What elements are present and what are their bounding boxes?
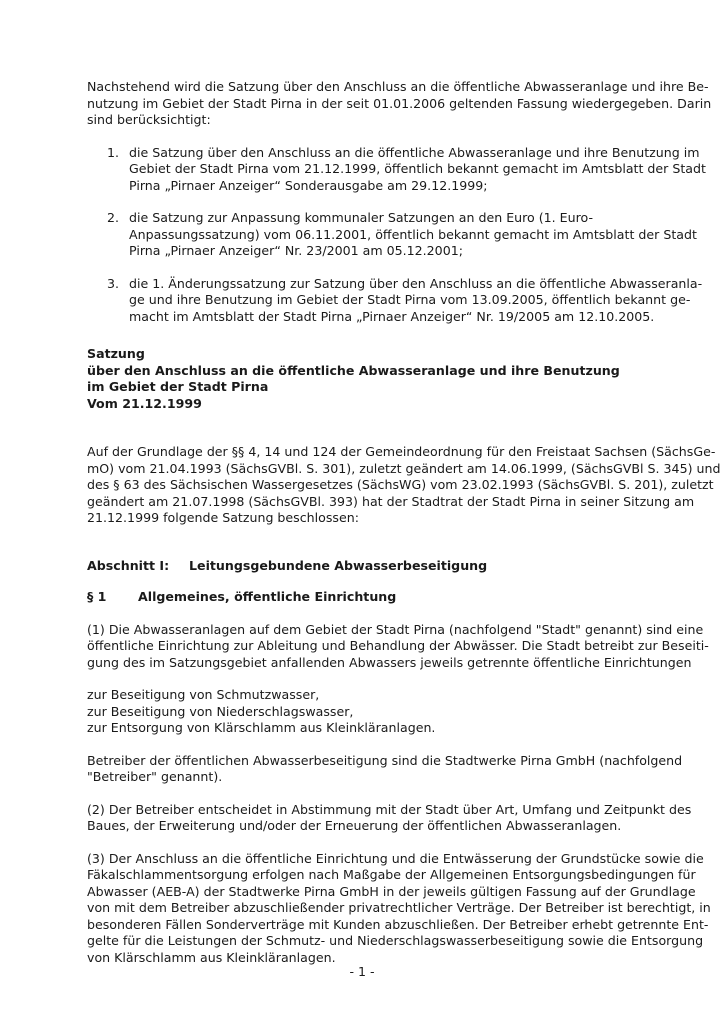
source-number: 2. bbox=[107, 210, 120, 225]
operator-paragraph bbox=[87, 752, 683, 786]
paragraph-line: "Betreiber" genannt). bbox=[87, 769, 223, 784]
paragraph-line: (3) Der Anschluss an die öffentliche Einrichtung und die Entwässerung der Grundstücke sowie die bbox=[87, 850, 704, 866]
page-number: - 1 - bbox=[349, 964, 375, 979]
paragraph-label: § 1 bbox=[87, 589, 107, 604]
intro-line: nutzung im Gebiet der Stadt Pirna in der seit 01.01.2006 geltenden Fassung wiedergegeben. Darin bbox=[87, 95, 712, 111]
preamble-line: des § 63 des Sächsischen Wassergesetzes (SächsWG) vom 23.02.1993 (SächsGVBl. S. 201), zuletzt bbox=[87, 477, 714, 492]
intro-line: sind berücksichtigt: bbox=[87, 112, 211, 127]
statute-title-line: Satzung bbox=[87, 346, 145, 361]
source-line: macht im Amtsblatt der Stadt Pirna „Pirnaer Anzeiger“ Nr. 19/2005 am 12.10.2005. bbox=[129, 308, 655, 324]
paragraph-line: besonderen Fällen Sonderverträge mit Kunden abzuschließen. Der Betreiber erhebt getrennte Ent- bbox=[87, 916, 709, 932]
paragraph-line: Betreiber der öffentlichen Abwasserbeseitigung sind die Stadtwerke Pirna GmbH (nachfolgend bbox=[87, 752, 683, 768]
source-number: 1. bbox=[107, 144, 120, 160]
paragraph-line: gelte für die Leistungen der Schmutz- und Niederschlagswasserbeseitigung sowie die Entsorgung bbox=[87, 933, 704, 948]
paragraph-line: öffentliche Einrichtung zur Ableitung und Behandlung der Abwässer. Die Stadt betreibt zur Beseiti- bbox=[87, 638, 709, 653]
paragraph-3 bbox=[87, 850, 711, 967]
source-line: die Satzung zur Anpassung kommunaler Satzungen an den Euro (1. Euro- bbox=[129, 210, 594, 225]
statute-title bbox=[87, 346, 659, 412]
statute-date: Vom 21.12.1999 bbox=[87, 395, 202, 411]
statute-title-line: im Gebiet der Stadt Pirna bbox=[87, 379, 269, 394]
document-page bbox=[87, 79, 721, 966]
paragraph-2 bbox=[87, 801, 692, 835]
source-line: Pirna „Pirnaer Anzeiger“ Nr. 23/2001 am 05.12.2001; bbox=[129, 243, 463, 258]
paragraph-line: von Klärschlamm aus Kleinkläranlagen. bbox=[87, 949, 336, 965]
source-item bbox=[87, 275, 703, 326]
source-line: ge und ihre Benutzung im Gebiet der Stadt Pirna vom 13.09.2005, öffentlich bekannt ge- bbox=[129, 292, 691, 307]
purposes-list bbox=[87, 687, 659, 737]
paragraph-line: Baues, der Erweiterung und/oder der Erneuerung der öffentlichen Abwasseranlagen. bbox=[87, 818, 622, 833]
preamble-line: geändert am 21.07.1998 (SächsGVBl. 393) hat der Stadtrat der Stadt Pirna in seiner Sitzung am bbox=[87, 493, 695, 509]
paragraph-line: gung des im Satzungsgebiet anfallenden Abwassers jeweils getrennte öffentliche Einrichtungen bbox=[87, 654, 692, 670]
paragraph-line: Fäkalschlammentsorgung erfolgen nach Maßgabe der Allgemeinen Entsorgungsbedingungen für bbox=[87, 867, 696, 882]
purpose-item: zur Beseitigung von Schmutzwasser, bbox=[87, 687, 320, 702]
preamble-line: mO) vom 21.04.1993 (SächsGVBl. S. 301), zuletzt geändert am 14.06.1999, (SächsGVBl S. 345) und bbox=[87, 460, 721, 476]
paragraph-line: (2) Der Betreiber entscheidet in Abstimmung mit der Stadt über Art, Umfang und Zeitpunkt des bbox=[87, 801, 692, 817]
source-number: 3. bbox=[107, 275, 120, 291]
statute-title-line: über den Anschluss an die öffentliche Abwasseranlage und ihre Benutzung bbox=[87, 362, 620, 378]
preamble-paragraph bbox=[87, 444, 721, 527]
paragraph-line: von mit dem Betreiber abzuschließender privatrechtlicher Verträge. Der Betreiber ist berechtigt, in bbox=[87, 900, 711, 915]
purpose-item: zur Beseitigung von Niederschlagswasser, bbox=[87, 703, 354, 719]
sources-list bbox=[87, 144, 706, 326]
source-line: Gebiet der Stadt Pirna vom 21.12.1999, öffentlich bekannt gemacht im Amtsblatt der Stadt bbox=[129, 161, 706, 176]
intro-paragraph bbox=[87, 79, 712, 129]
section-heading bbox=[87, 558, 659, 575]
paragraph-heading bbox=[87, 589, 659, 606]
paragraph-line: Abwasser (AEB-A) der Stadtwerke Pirna GmbH in der jeweils gültigen Fassung auf der Grundlage bbox=[87, 883, 696, 899]
source-item bbox=[87, 144, 706, 195]
source-item bbox=[87, 210, 697, 260]
paragraph-title: Allgemeines, öffentliche Einrichtung bbox=[138, 589, 397, 604]
source-line: die Satzung über den Anschluss an die öffentliche Abwasseranlage und ihre Benutzung im bbox=[129, 144, 700, 160]
purpose-item: zur Entsorgung von Klärschlamm aus Kleinkläranlagen. bbox=[87, 720, 436, 735]
source-line: Anpassungssatzung) vom 06.11.2001, öffentlich bekannt gemacht im Amtsblatt der Stadt bbox=[129, 226, 697, 242]
section-label: Abschnitt I: bbox=[87, 557, 170, 573]
source-line: Pirna „Pirnaer Anzeiger“ Sonderausgabe am 29.12.1999; bbox=[129, 177, 488, 193]
intro-line: Nachstehend wird die Satzung über den Anschluss an die öffentliche Abwasseranlage und ihre Be- bbox=[87, 79, 709, 94]
preamble-line: Auf der Grundlage der §§ 4, 14 und 124 der Gemeindeordnung für den Freistaat Sachsen (SächsGe- bbox=[87, 444, 716, 459]
paragraph-line: (1) Die Abwasseranlagen auf dem Gebiet der Stadt Pirna (nachfolgend "Stadt" genannt) sind eine bbox=[87, 621, 704, 637]
source-line: die 1. Änderungssatzung zur Satzung über den Anschluss an die öffentliche Abwasseranla- bbox=[129, 275, 703, 291]
paragraph-1 bbox=[87, 621, 709, 672]
section-title: Leitungsgebundene Abwasserbeseitigung bbox=[189, 557, 488, 573]
preamble-line: 21.12.1999 folgende Satzung beschlossen: bbox=[87, 510, 359, 525]
